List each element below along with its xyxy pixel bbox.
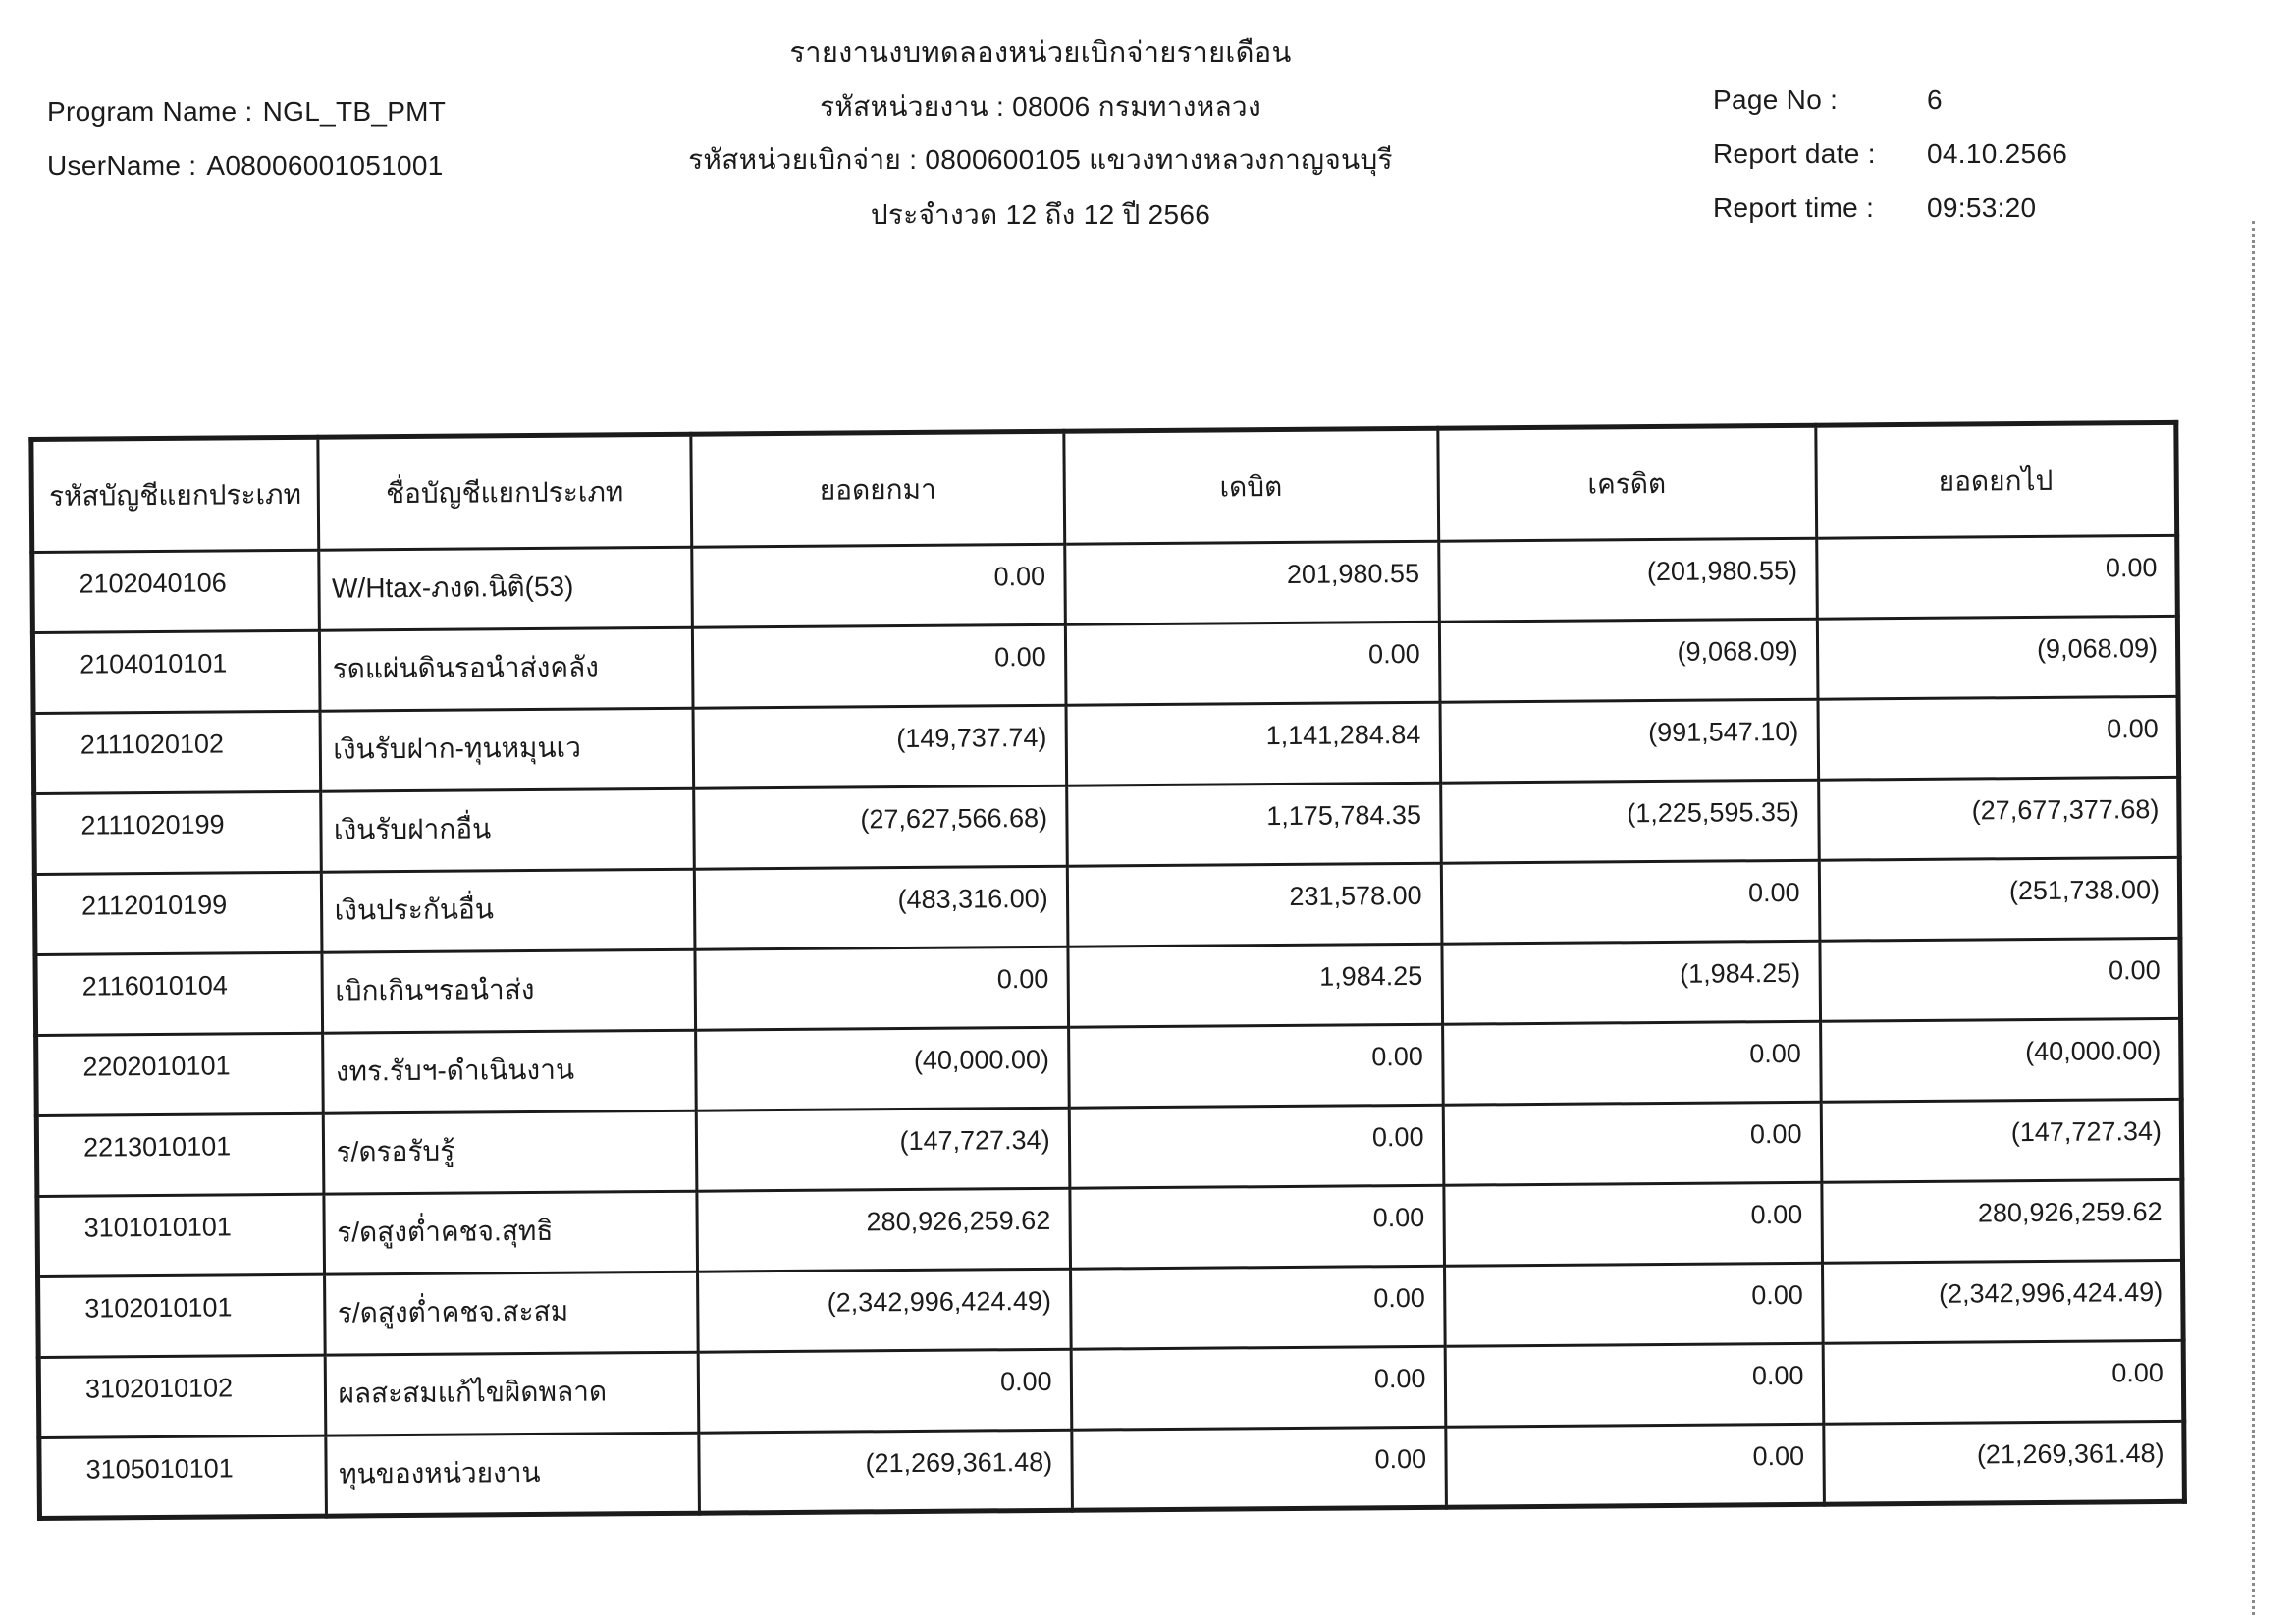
debit-cell: 201,980.55	[1064, 541, 1439, 624]
credit-cell: 0.00	[1445, 1424, 1824, 1507]
account-code-cell: 3102010102	[38, 1355, 325, 1437]
ending-balance-cell: 0.00	[1818, 696, 2179, 780]
credit-cell: (1,225,595.35)	[1440, 780, 1819, 863]
beginning-balance-cell: (21,269,361.48)	[699, 1430, 1072, 1513]
beginning-balance-cell: (483,316.00)	[695, 866, 1068, 949]
column-header: ยอดยกมา	[691, 431, 1064, 547]
beginning-balance-cell: (149,737.74)	[693, 705, 1066, 788]
program-name-value: NGL_TB_PMT	[262, 96, 447, 127]
page-no-value: 6	[1927, 84, 1943, 115]
account-code-cell: 2213010101	[36, 1113, 323, 1196]
page-title: รายงานงบทดลองหน่วยเบิกจ่ายรายเดือน	[789, 37, 1292, 69]
account-name-cell: เงินประกันอื่น	[321, 869, 695, 952]
ending-balance-cell: (21,269,361.48)	[1823, 1421, 2184, 1504]
account-name-cell: ผลสะสมแก้ไขผิดพลาด	[325, 1352, 699, 1435]
credit-cell: (9,068.09)	[1439, 619, 1818, 702]
beginning-balance-cell: 0.00	[695, 947, 1068, 1030]
ending-balance-cell: (251,738.00)	[1819, 857, 2180, 941]
beginning-balance-cell: (27,627,566.68)	[694, 785, 1067, 869]
column-header: ชื่อบัญชีแยกประเภท	[317, 434, 692, 550]
debit-cell: 0.00	[1068, 1024, 1443, 1108]
debit-cell: 0.00	[1065, 622, 1440, 705]
debit-cell: 0.00	[1071, 1346, 1446, 1430]
account-code-cell: 3102010101	[38, 1274, 325, 1357]
program-name-label: Program Name :	[47, 96, 253, 127]
report-time-value: 09:53:20	[1927, 192, 2037, 223]
column-header: เดบิต	[1063, 428, 1438, 544]
account-code-cell: 3101010101	[37, 1194, 324, 1276]
column-header: รหัสบัญชีแยกประเภท	[31, 437, 318, 552]
disbursement-unit-line: รหัสหน่วยเบิกจ่าย : 0800600105 แขวงทางหลวงกาญจนบุรี	[688, 144, 1393, 175]
ending-balance-cell: 0.00	[1819, 938, 2180, 1021]
report-date-value: 04.10.2566	[1927, 138, 2068, 169]
table-header-row	[31, 422, 2177, 552]
beginning-balance-cell: (2,342,996,424.49)	[698, 1269, 1071, 1352]
ending-balance-cell: (9,068.09)	[1817, 616, 2178, 699]
debit-cell: 0.00	[1070, 1266, 1445, 1349]
account-name-cell: เบิกเกินฯรอนำส่ง	[321, 949, 695, 1033]
debit-cell: 0.00	[1071, 1427, 1446, 1510]
page-edge-dotted-line	[2252, 221, 2255, 1615]
account-code-cell: 2104010101	[32, 630, 319, 713]
account-name-cell: รดแผ่นดินรอนำส่งคลัง	[319, 627, 693, 711]
beginning-balance-cell: (147,727.34)	[697, 1108, 1070, 1191]
report-date-label: Report date :	[1713, 138, 1876, 169]
ending-balance-cell: 280,926,259.62	[1821, 1179, 2182, 1263]
account-code-cell: 2202010101	[36, 1033, 323, 1115]
beginning-balance-cell: (40,000.00)	[696, 1027, 1069, 1110]
debit-cell: 1,175,784.35	[1066, 783, 1441, 866]
account-code-cell: 2102040106	[32, 550, 319, 632]
credit-cell: 0.00	[1441, 860, 1820, 944]
beginning-balance-cell: 0.00	[698, 1349, 1071, 1433]
program-name-line	[47, 96, 446, 128]
column-header: ยอดยกไป	[1815, 422, 2176, 538]
debit-cell: 1,984.25	[1068, 944, 1443, 1027]
account-code-cell: 2111020199	[34, 791, 321, 874]
table-row	[39, 1421, 2185, 1518]
ending-balance-cell: 0.00	[1823, 1340, 2184, 1424]
beginning-balance-cell: 0.00	[692, 544, 1065, 627]
credit-cell: 0.00	[1444, 1263, 1823, 1346]
account-name-cell: ร/ดรอรับรู้	[323, 1110, 697, 1194]
username-value: A08006001051001	[206, 150, 444, 181]
beginning-balance-cell: 0.00	[693, 624, 1066, 708]
debit-cell: 0.00	[1070, 1185, 1445, 1269]
credit-cell: 0.00	[1445, 1343, 1824, 1427]
account-name-cell: ทุนของหน่วยงาน	[325, 1433, 699, 1516]
ending-balance-cell: (2,342,996,424.49)	[1822, 1260, 2183, 1343]
credit-cell: 0.00	[1443, 1182, 1822, 1266]
credit-cell: 0.00	[1443, 1102, 1822, 1185]
beginning-balance-cell: 280,926,259.62	[697, 1188, 1070, 1272]
ending-balance-cell: (27,677,377.68)	[1818, 777, 2179, 860]
username-label: UserName :	[47, 150, 197, 181]
period-line: ประจำงวด 12 ถึง 12 ปี 2566	[870, 199, 1211, 230]
debit-cell: 0.00	[1069, 1105, 1444, 1188]
account-table-body	[32, 535, 2185, 1518]
credit-cell: (1,984.25)	[1441, 941, 1820, 1024]
account-name-cell: ร/ดสูงต่ำคชจ.สะสม	[324, 1272, 698, 1355]
account-name-cell: W/Htax-ภงด.นิติ(53)	[318, 547, 692, 630]
trial-balance-table-wrap	[28, 420, 2187, 1521]
account-name-cell: งทร.รับฯ-ดำเนินงาน	[322, 1030, 696, 1113]
debit-cell: 1,141,284.84	[1066, 702, 1441, 785]
column-header: เครดิต	[1437, 425, 1816, 541]
username-line	[47, 150, 444, 182]
report-time-label: Report time :	[1713, 192, 1875, 223]
credit-cell: 0.00	[1442, 1021, 1821, 1105]
account-code-cell: 3105010101	[39, 1435, 326, 1518]
page-no-label: Page No :	[1713, 84, 1839, 115]
credit-cell: (201,980.55)	[1438, 538, 1817, 622]
account-code-cell: 2112010199	[34, 872, 321, 954]
ending-balance-cell: 0.00	[1816, 535, 2177, 619]
ending-balance-cell: (40,000.00)	[1820, 1018, 2181, 1102]
credit-cell: (991,547.10)	[1440, 699, 1819, 783]
account-code-cell: 2111020102	[33, 711, 320, 793]
trial-balance-table	[28, 420, 2187, 1521]
account-code-cell: 2116010104	[35, 952, 322, 1035]
account-name-cell: เงินรับฝาก-ทุนหมุนเว	[320, 708, 694, 791]
ending-balance-cell: (147,727.34)	[1821, 1099, 2182, 1182]
agency-code-line: รหัสหน่วยงาน : 08006 กรมทางหลวง	[820, 91, 1261, 122]
debit-cell: 231,578.00	[1067, 863, 1442, 947]
account-name-cell: เงินรับฝากอื่น	[320, 788, 694, 872]
account-name-cell: ร/ดสูงต่ำคชจ.สุทธิ	[323, 1191, 697, 1274]
